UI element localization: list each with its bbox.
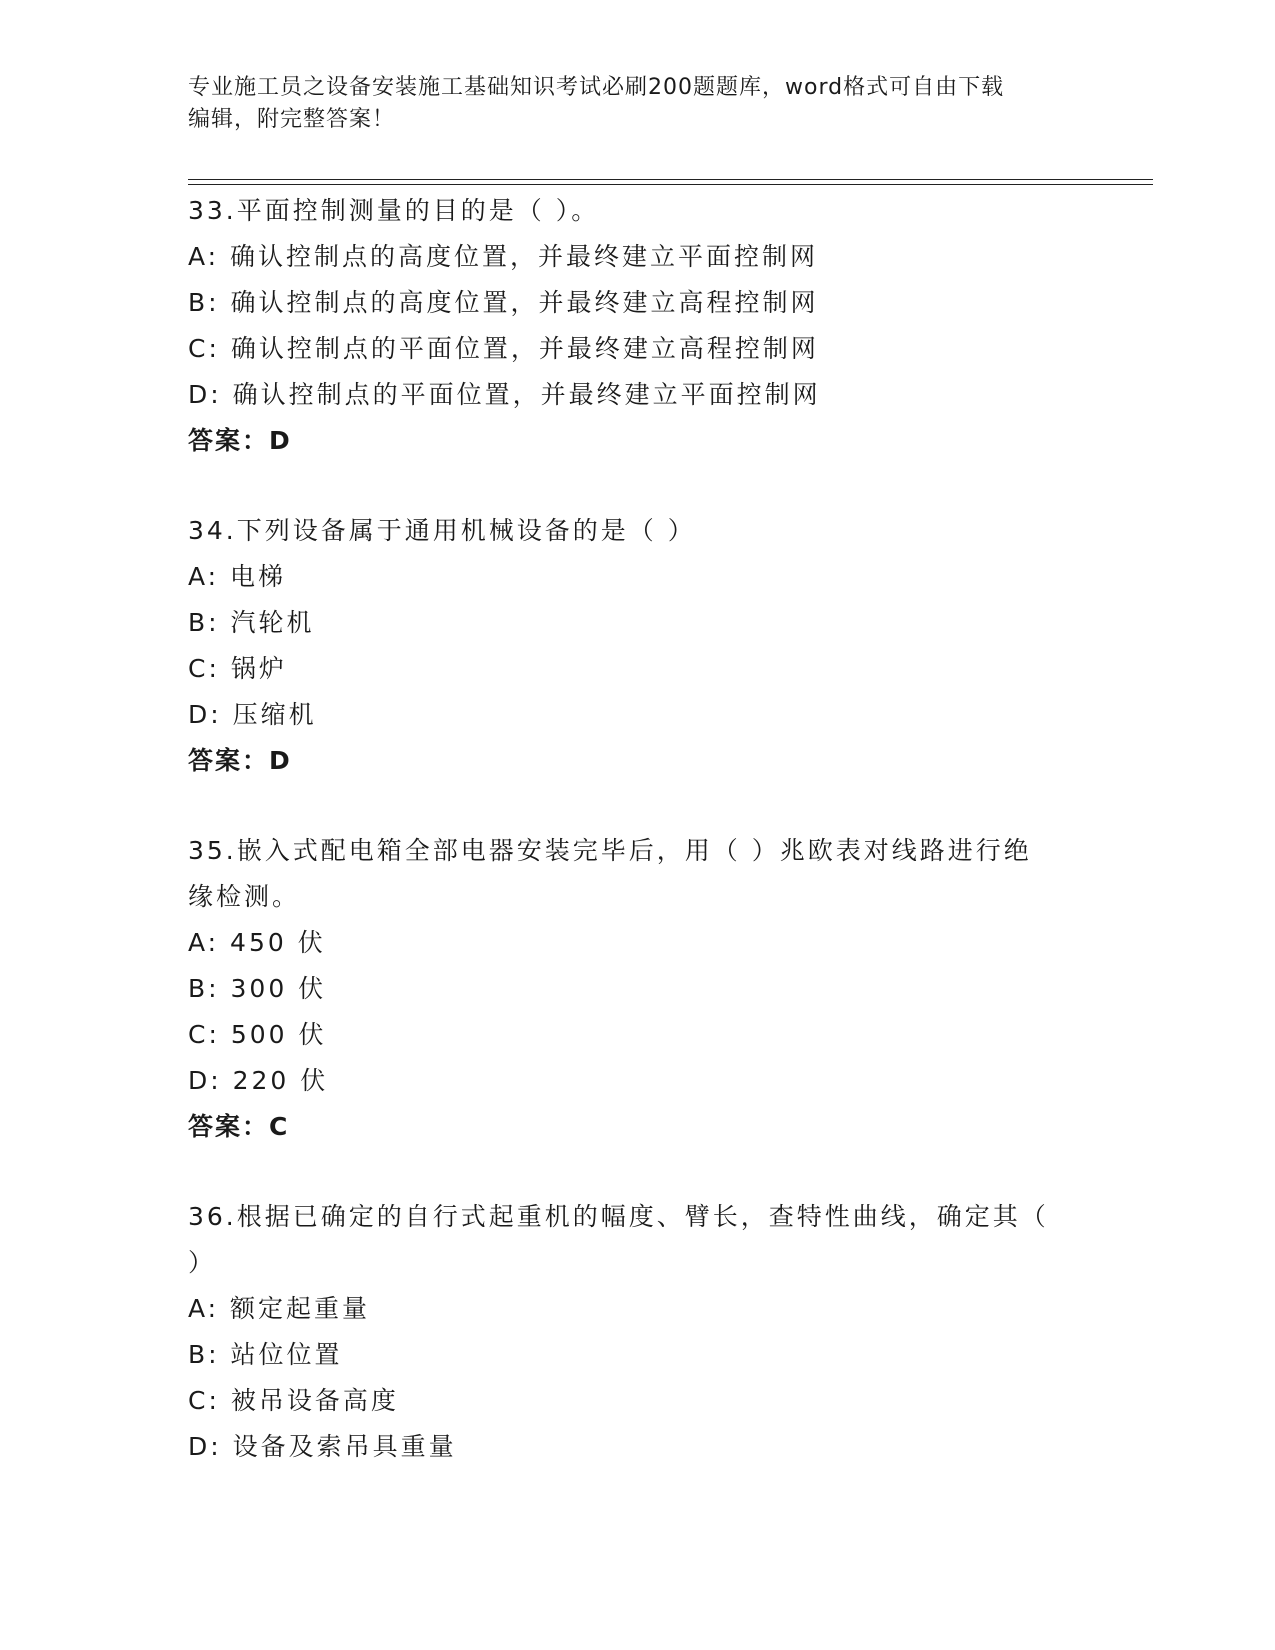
option-b: B: 站位位置 xyxy=(188,1340,343,1369)
question-stem: 36.根据已确定的自行式起重机的幅度、臂长，查特性曲线，确定其（ xyxy=(188,1202,1049,1231)
header-line-2: 编辑，附完整答案！ xyxy=(188,107,396,132)
header-rule-bottom xyxy=(188,184,1153,185)
answer: 答案：D xyxy=(188,746,292,775)
question-35 xyxy=(188,828,1088,1150)
option-a: A: 电梯 xyxy=(188,562,287,591)
answer: 答案：C xyxy=(188,1112,290,1141)
question-36 xyxy=(188,1194,1088,1470)
header-line-1: 专业施工员之设备安装施工基础知识考试必刷200题题库，word格式可自由下载 xyxy=(188,75,1005,100)
header-rule-top xyxy=(188,179,1153,180)
option-b: B: 300 伏 xyxy=(188,974,327,1003)
question-stem: 34.下列设备属于通用机械设备的是（ ） xyxy=(188,516,696,545)
option-a: A: 额定起重量 xyxy=(188,1294,371,1323)
answer: 答案：D xyxy=(188,426,292,455)
option-c: C: 锅炉 xyxy=(188,654,287,683)
option-d: D: 确认控制点的平面位置，并最终建立平面控制网 xyxy=(188,380,821,409)
option-c: C: 被吊设备高度 xyxy=(188,1386,399,1415)
question-33 xyxy=(188,188,1088,464)
option-c: C: 500 伏 xyxy=(188,1020,327,1049)
question-stem: 35.嵌入式配电箱全部电器安装完毕后，用（ ）兆欧表对线路进行绝 xyxy=(188,836,1032,865)
option-d: D: 压缩机 xyxy=(188,700,317,729)
option-b: B: 汽轮机 xyxy=(188,608,315,637)
option-c: C: 确认控制点的平面位置，并最终建立高程控制网 xyxy=(188,334,819,363)
question-stem: 33.平面控制测量的目的是（ ）。 xyxy=(188,196,600,225)
document-header xyxy=(188,72,1088,136)
option-d: D: 220 伏 xyxy=(188,1066,329,1095)
question-34 xyxy=(188,508,1088,784)
question-stem-continued: 缘检测。 xyxy=(188,882,301,911)
option-d: D: 设备及索吊具重量 xyxy=(188,1432,457,1461)
option-b: B: 确认控制点的高度位置，并最终建立高程控制网 xyxy=(188,288,819,317)
question-stem-continued: ） xyxy=(188,1248,217,1277)
option-a: A: 确认控制点的高度位置，并最终建立平面控制网 xyxy=(188,242,819,271)
option-a: A: 450 伏 xyxy=(188,928,326,957)
